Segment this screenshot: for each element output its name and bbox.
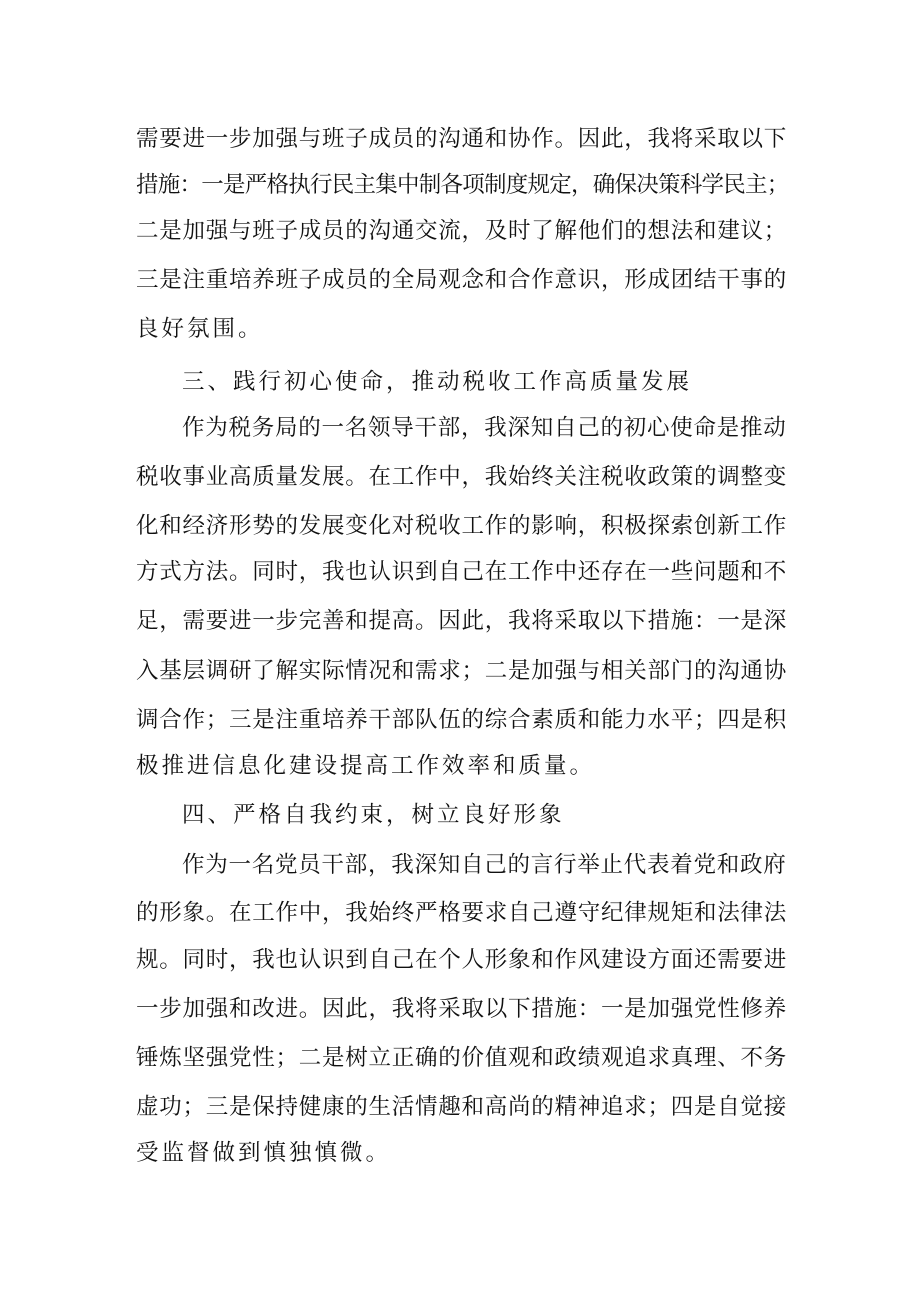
body-line: 规。同时，我也认识到自己在个人形象和作风建设方面还需要进 — [136, 947, 788, 973]
body-line: 调合作；三是注重培养干部队伍的综合素质和能力水平；四是积 — [136, 707, 788, 733]
body-line: 受监督做到慎独慎微。 — [136, 1140, 392, 1166]
body-line: 虚功；三是保持健康的生活情趣和高尚的精神追求；四是自觉接 — [136, 1094, 788, 1120]
body-line: 三是注重培养班子成员的全局观念和合作意识，形成团结干事的 — [136, 267, 788, 293]
body-line: 化和经济形势的发展变化对税收工作的影响，积极探索创新工作 — [136, 513, 788, 539]
section-heading-4: 四、严格自我约束，树立良好形象 — [182, 802, 565, 828]
body-line: 入基层调研了解实际情况和需求；二是加强与相关部门的沟通协 — [136, 658, 788, 684]
body-line: 锤炼坚强党性；二是树立正确的价值观和政绩观追求真理、不务 — [136, 1045, 788, 1071]
body-line: 措施：一是严格执行民主集中制各项制度规定，确保决策科学民主； — [136, 172, 789, 198]
body-line: 一步加强和改进。因此，我将采取以下措施：一是加强党性修养 — [136, 996, 788, 1022]
body-line: 良好氛围。 — [136, 316, 264, 342]
body-line: 的形象。在工作中，我始终严格要求自己遵守纪律规矩和法律法 — [136, 900, 788, 926]
body-line: 作为税务局的一名领导干部，我深知自己的初心使命是推动 — [182, 415, 787, 441]
body-line: 足，需要进一步完善和提高。因此，我将采取以下措施：一是深 — [136, 608, 788, 634]
section-heading-3: 三、践行初心使命，推动税收工作高质量发展 — [182, 369, 693, 395]
body-line: 税收事业高质量发展。在工作中，我始终关注税收政策的调整变 — [136, 464, 788, 490]
body-line: 方式方法。同时，我也认识到自己在工作中还存在一些问题和不 — [136, 559, 788, 585]
body-line: 二是加强与班子成员的沟通交流，及时了解他们的想法和建议； — [136, 218, 788, 244]
body-line: 需要进一步加强与班子成员的沟通和协作。因此，我将采取以下 — [136, 126, 788, 152]
body-line: 作为一名党员干部，我深知自己的言行举止代表着党和政府 — [182, 852, 787, 878]
body-line: 极推进信息化建设提高工作效率和质量。 — [136, 753, 596, 779]
